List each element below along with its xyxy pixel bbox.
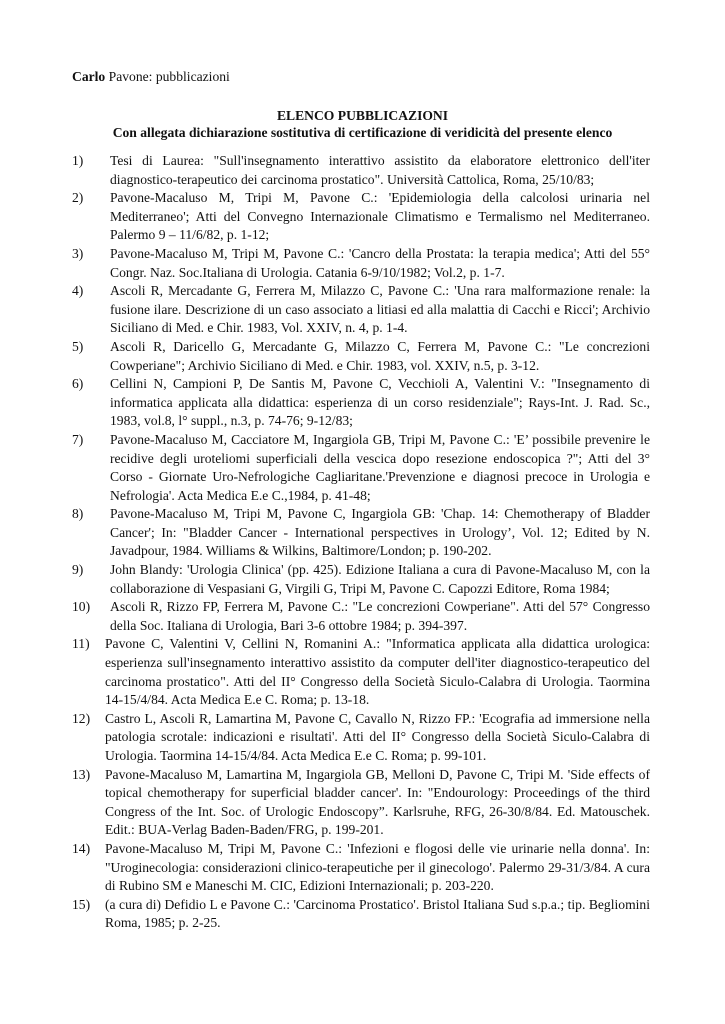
publication-list xyxy=(72,152,650,933)
publication-item xyxy=(72,766,650,840)
publication-item xyxy=(72,338,650,375)
publication-number: 2) xyxy=(72,190,84,206)
publication-text: Pavone-Macaluso M, Cacciatore M, Ingargiola GB, Tripi M, Pavone C.: 'E’ possibile prevenire le recidive degli uroteliomi superficiali della vescica dopo resezione endoscopica ?"; Atti del 3° Corso - Giornate Uro-Nefrologiche Cagliaritane.'Prevenzione e diagnosi precoce in Urologia e Nefrologia'. Acta Medica E.e C.,1984, p. 41-48; xyxy=(110,431,650,503)
publication-number: 11) xyxy=(72,636,90,652)
author-first-name: Carlo xyxy=(72,69,106,84)
publication-number: 7) xyxy=(72,431,84,447)
publication-item xyxy=(72,635,650,709)
publication-text: Ascoli R, Rizzo FP, Ferrera M, Pavone C.: "Le concrezioni Cowperiane". Atti del 57° Congresso della Soc. Italiana di Urologia, Bari 3-6 ottobre 1984; p. 394-397. xyxy=(110,599,650,633)
publication-number: 10) xyxy=(72,599,91,615)
publication-text: Pavone-Macaluso M, Tripi M, Pavone C.: 'Infezioni e flogosi delle vie urinarie nella donna'. In: "Uroginecologia: considerazioni clinico-terapeutiche per il ginecologo'. Palermo 29-31/3/84. A cura di Rubino SM e Maneschi M. CIC, Edizioni Internazionali; p. 203-220. xyxy=(105,840,650,894)
page-header xyxy=(72,68,230,87)
publication-item xyxy=(72,505,650,561)
publication-number: 12) xyxy=(72,710,91,726)
publication-number: 15) xyxy=(72,896,91,912)
publication-text: Castro L, Ascoli R, Lamartina M, Pavone C, Cavallo N, Rizzo FP.: 'Ecografia ad immersione nella patologia scrotale: indicazioni e risultati'. Atti del II° Congresso della Società Siculo-Calabra di Urologia. Taormina 14-15/4/84. Acta Medica E.e C. Roma; p. 99-101. xyxy=(105,710,650,763)
publication-text: Ascoli R, Mercadante G, Ferrera M, Milazzo C, Pavone C.: 'Una rara malformazione renale: la fusione ilare. Descrizione di un caso associato a litiasi ed alla malattia di Cacchi e Ricci'; Archivio Siciliano di Med. e Chir. 1983, Vol. XXIV, n. 4, p. 1-4. xyxy=(110,283,650,336)
publication-text: Pavone C, Valentini V, Cellini N, Romanini A.: "Informatica applicata alla didattica urologica: esperienza sull'insegnamento interattivo assistito da computer dell'iter diagnostico-terapeutico del carcinoma prostatico". Atti del II° Congresso della Società Siculo-Calabra di Urologia. Taormina 14-15/4/84. Acta Medica E.e C. Roma; p. 13-18. xyxy=(105,636,650,708)
publication-item xyxy=(72,561,650,598)
publication-number: 1) xyxy=(72,153,84,168)
publication-number: 3) xyxy=(72,245,84,261)
publication-text: John Blandy: 'Urologia Clinica' (pp. 425). Edizione Italiana a cura di Pavone-Macaluso M, con la collaborazione di Vespasiani G, Virgili G, Tripi M, Pavone C. Capozzi Editore, Roma 1984; xyxy=(110,562,650,596)
publication-text: Pavone-Macaluso M, Lamartina M, Ingargiola GB, Melloni D, Pavone C, Tripi M. 'Side effects of topical chemotherapy for superficial bladder cancer'. In: "Endourology: Proceedings of the third Congress of the Int. Soc. of Urologic Endoscopy”. Karlsruhe, RFG, 26-30/8/84. Ed. Matouschek. Edit.: BUA-Verlag Baden-Baden/FRG, p. 199-201. xyxy=(105,766,650,838)
publication-item xyxy=(72,189,650,245)
publication-text: (a cura di) Defidio L e Pavone C.: 'Carcinoma Prostatico'. Bristol Italiana Sud s.p.a.; tip. Begliomini Roma, 1985; p. 2-25. xyxy=(105,896,650,931)
publication-item xyxy=(72,152,650,189)
header-rest: Pavone: pubblicazioni xyxy=(105,69,230,84)
publication-item xyxy=(72,431,650,505)
publication-text: Ascoli R, Daricello G, Mercadante G, Milazzo C, Ferrera M, Pavone C.: "Le concrezioni Cowperiane"; Archivio Siciliano di Med. e Chir. 1983, vol. XXIV, n.5, p. 3-12. xyxy=(110,338,650,373)
publication-text: Pavone-Macaluso M, Tripi M, Pavone C.: 'Cancro della Prostata: la terapia medica'; Atti del 55° Congr. Naz. Soc.Italiana di Urologia. Catania 6-9/10/1982; Vol.2, p. 1-7. xyxy=(110,245,650,280)
publication-text: Pavone-Macaluso M, Tripi M, Pavone C.: 'Epidemiologia della calcolosi urinaria nel Mediterraneo'; Atti del Convegno Internazionale Climatismo e Termalismo nel Mediterraneo. Palermo 9 – 11/6/82, p. 1-12; xyxy=(110,190,650,243)
publication-item xyxy=(72,282,650,338)
publication-item xyxy=(72,896,650,933)
publication-item xyxy=(72,598,650,635)
publication-text: Tesi di Laurea: "Sull'insegnamento interattivo assistito da elaboratore elettronico dell'iter diagnostico-terapeutico dei carcinoma prostatico". Università Cattolica, Roma, 25/10/83; xyxy=(110,153,650,187)
publication-number: 14) xyxy=(72,840,91,856)
publication-number: 6) xyxy=(72,376,84,392)
publication-text: Cellini N, Campioni P, De Santis M, Pavone C, Vecchioli A, Valentini V.: "Insegnamento di informatica applicata alla didattica: esperienza di un corso residenziale"; Rays-Int. J. Rad. Sc., 1983, vol.8, l° suppl., n.3, p. 74-76; 9-12/83; xyxy=(110,376,650,429)
publication-number: 9) xyxy=(72,562,84,578)
publication-number: 8) xyxy=(72,506,84,522)
publication-item xyxy=(72,245,650,282)
document-subtitle: Con allegata dichiarazione sostitutiva di certificazione di veridicità del presente elenco xyxy=(112,125,613,140)
publication-number: 5) xyxy=(72,338,84,354)
publication-number: 13) xyxy=(72,766,91,782)
publication-item xyxy=(72,375,650,431)
publication-item xyxy=(72,840,650,896)
document-title: ELENCO PUBBLICAZIONI xyxy=(276,108,449,123)
publication-number: 4) xyxy=(72,283,84,299)
publication-text: Pavone-Macaluso M, Tripi M, Pavone C, Ingargiola GB: 'Chap. 14: Chemotherapy of Bladder Cancer'; In: "Bladder Cancer - International perspectives in Urology’, Vol. 12; Edited by N. Javadpour, 1984. Williams & Wilkins, Baltimore/London; p. 190-202. xyxy=(110,506,650,559)
publication-item xyxy=(72,710,650,766)
